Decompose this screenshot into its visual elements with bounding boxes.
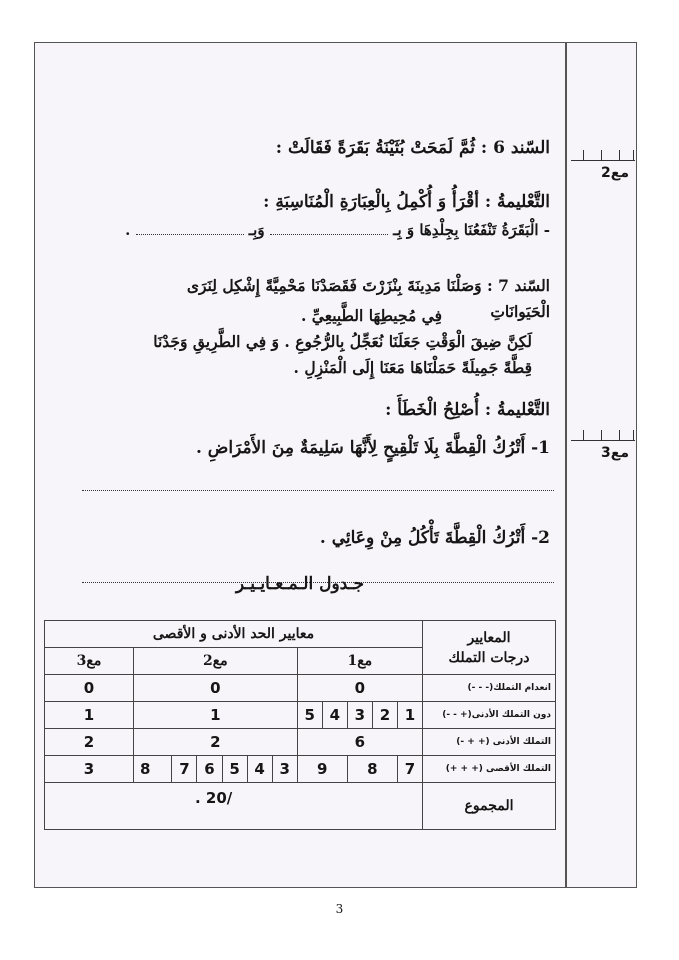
m2-score: 8 [134,756,172,783]
m2-score: 7 [172,756,197,783]
m2-score: 0 [134,675,298,702]
level-cell: دون التملك الأدنى(+ - -) [423,702,556,729]
cow-sentence-end: . [125,221,131,239]
instruction1-text: أقْرَأُ وَ أُكْمِلُ بِالْعِبَارَةِ الْمُنَاسِبَةِ : [263,192,479,212]
col-header-m2: مع2 [134,648,298,675]
m1-score: 8 [347,756,397,783]
level-cell: التملك الأقصى (+ + +) [423,756,556,783]
table-row [45,675,556,702]
cow-sentence [125,218,550,242]
m1-score: 5 [297,702,322,729]
m1-score: 7 [397,756,422,783]
criteria-table [44,620,556,830]
item2-line [320,526,550,550]
table-row [45,729,556,756]
score-box-m2 [571,150,635,181]
sanad6-text: ثُمَّ لَمَحَتْ بُثَيْنَةُ بَقَرَةً فَقَالَتْ : [275,138,475,158]
answer-line-1[interactable] [82,490,554,491]
total-value: /20 . [45,783,423,830]
m1-score: 4 [322,702,347,729]
item1-line [196,436,550,460]
table-row [45,756,556,783]
criteria-header-label: المعايير [467,629,511,646]
page-number: 3 [335,902,344,916]
m3-score: 1 [45,702,134,729]
sanad6-label: السّند 6 : [480,138,550,158]
sanad7-line4 [294,356,532,380]
level-cell: التملك الأدنى (+ + -) [423,729,556,756]
instruction1-line [263,190,550,214]
score-box-m3 [571,430,635,461]
sanad7-text-4: قِطَّةً جَمِيلَةً حَمَلْنَاهَا مَعَنَا إِلَى الْمَنْزِلِ . [293,358,532,377]
cow-sentence-start: - الْبَقَرَةُ تَنْفَعُنَا بِجِلْدِهَا وَ بِـ [393,221,550,239]
m1-score: 6 [297,729,422,756]
m1-score: 3 [347,702,372,729]
criteria-header-main: معايير الحد الأدنى و الأقصى [45,621,423,648]
sanad7-text-2: فِي مُحِيطِهَا الطَّبِيعِيِّ . [301,306,442,325]
worksheet-content [38,42,562,888]
m1-score: 0 [297,675,422,702]
col-header-m3: مع3 [45,648,134,675]
score-label-m3: مع3 [601,445,629,461]
sanad7-text-1: وَصَلْنَا مَدِينَةَ بِنْزَرْتَ فَقَصَدْنَا مَحْمِيَّةً إِشْكِل لِنَرَى [186,276,482,295]
sanad7-line3 [153,330,532,354]
table-row [45,702,556,729]
m3-score: 2 [45,729,134,756]
sanad7-line1 [187,274,550,298]
criteria-table-title: جـدول الـمـعـايـيـر [235,574,365,594]
score-ticks-m3 [571,430,635,441]
m2-score: 5 [222,756,247,783]
m2-score: 2 [134,729,298,756]
m1-score: 2 [372,702,397,729]
item1-text: 1- أَتْرُكُ الْقِطَّةَ بِلَا تَلْقِيحٍ لِأَنَّهَا سَلِيمَةٌ مِنَ الأَمْرَاضِ . [195,438,550,458]
col-header-m1: مع1 [297,648,422,675]
m2-score: 6 [197,756,222,783]
score-label-m2: مع2 [601,165,629,181]
mastery-levels-label: درجات التملك [448,649,530,666]
instruction1-label: التَّعْليمةُ : [484,192,550,212]
m1-score: 9 [297,756,347,783]
cow-sentence-mid: وَبِـ [248,221,265,239]
blank-2[interactable] [136,234,244,235]
sanad7-line1b [490,300,550,324]
instruction2-label: التَّعْليمةُ : [484,400,550,420]
sanad7-text-1b: الْحَيَوانَاتِ [490,302,550,321]
m1-score: 1 [397,702,422,729]
m3-score: 3 [45,756,134,783]
m2-score: 4 [247,756,272,783]
score-ticks-m2 [571,150,635,161]
criteria-header-right [423,621,556,675]
instruction2-line [385,398,550,422]
sanad7-label: السّند 7 : [487,276,550,295]
sanad6-line [276,136,550,160]
sanad7-text-3: لَكِنَّ ضِيقَ الْوَقْتِ جَعَلَنَا نُعَجِّلُ بِالرُّجُوعِ . وَ فِي الطَّرِيقِ وَجَدْنَا [153,332,532,351]
m2-score: 1 [134,702,298,729]
item2-text: 2- أَتْرُكُ الْقِطَّةَ تَأْكُلُ مِنْ وِعَائِي . [319,528,550,548]
total-row [45,783,556,830]
sanad7-line2 [301,304,442,328]
instruction2-text: أُصْلِحُ الْخَطَأَ : [385,400,479,420]
m2-score: 3 [272,756,297,783]
total-label: المجموع [423,783,556,830]
m3-score: 0 [45,675,134,702]
margin-column-divider [565,42,567,888]
level-cell: انعدام التملك(- - -) [423,675,556,702]
blank-1[interactable] [270,234,388,235]
